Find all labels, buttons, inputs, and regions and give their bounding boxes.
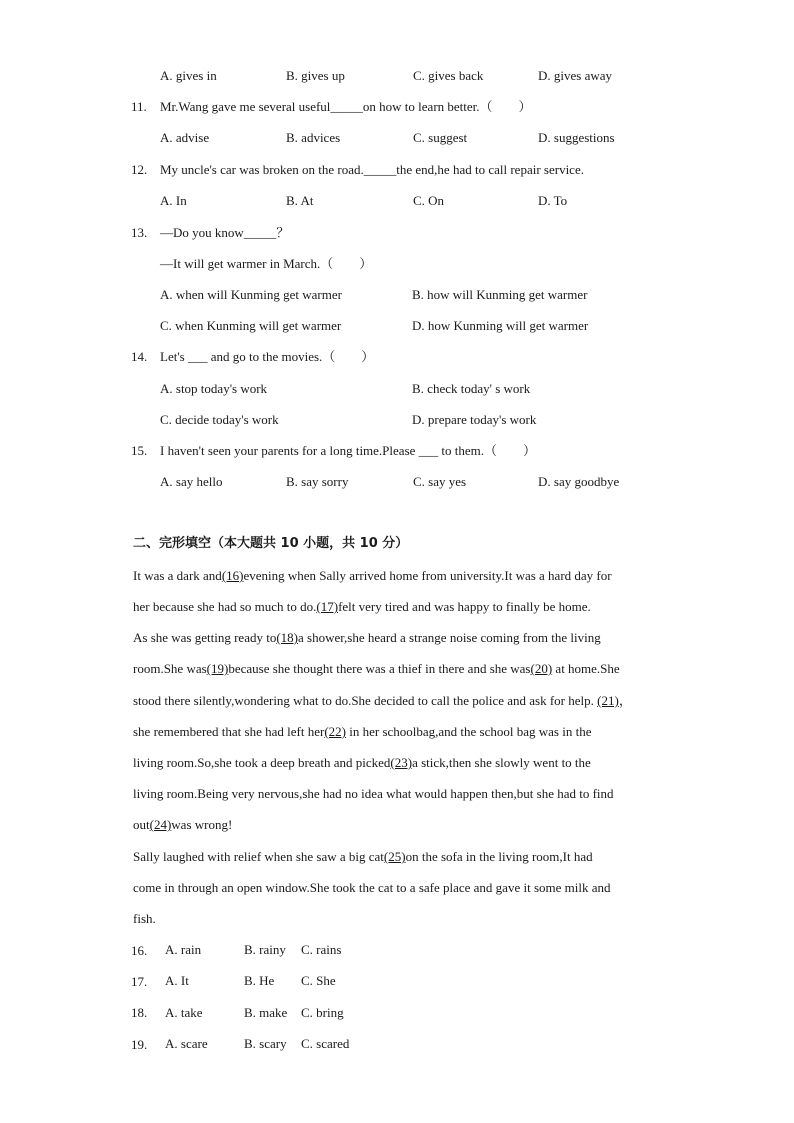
q12-option-a[interactable]: A. In xyxy=(160,193,187,208)
passage-line-3 xyxy=(133,629,601,647)
q11-option-d[interactable]: D. suggestions xyxy=(538,130,615,145)
passage-text: As she was getting ready to xyxy=(133,630,277,645)
passage-text: ， xyxy=(618,693,632,708)
passage-line-5 xyxy=(133,692,632,710)
passage-text: It was a dark and xyxy=(133,568,222,583)
q13-option-c[interactable]: C. when Kunming will get warmer xyxy=(160,318,342,333)
passage-text: at home.She xyxy=(552,661,620,676)
q15-option-a[interactable]: A. say hello xyxy=(160,474,223,489)
q13-option-b[interactable]: B. how will Kunming get warmer xyxy=(412,287,588,302)
q15-option-c[interactable]: C. say yes xyxy=(413,474,467,489)
q14-option-a[interactable]: A. stop today's work xyxy=(160,381,268,396)
blank-16[interactable]: (16) xyxy=(221,568,244,583)
blank-24[interactable]: (24) xyxy=(149,817,172,832)
passage-text: Sally laughed with relief when she saw a big cat xyxy=(133,849,384,864)
q14-option-c[interactable]: C. decide today's work xyxy=(160,412,279,427)
passage-text: stood there silently,wondering what to do.She decided to call the police and ask for help. xyxy=(133,693,598,708)
passage-text: felt very tired and was happy to finally be home. xyxy=(338,599,591,614)
passage-line-11 xyxy=(133,879,611,897)
q16-number: 16. xyxy=(131,943,148,958)
q12-option-b[interactable]: B. At xyxy=(286,193,314,208)
q10-option-a[interactable]: A. gives in xyxy=(160,68,217,83)
blank-22[interactable]: (22) xyxy=(324,724,346,739)
passage-line-6 xyxy=(133,723,591,741)
passage-text: living room.So,she took a deep breath and picked xyxy=(133,755,391,770)
q11-option-b[interactable]: B. advices xyxy=(286,130,341,145)
blank-18[interactable]: (18) xyxy=(276,630,299,645)
q19-option-b[interactable]: B. scary xyxy=(244,1036,287,1051)
q12-stem: My uncle's car was broken on the road._____the end,he had to call repair service. xyxy=(160,162,584,177)
q17-option-c[interactable]: C. She xyxy=(301,973,336,988)
passage-text: come in through an open window.She took the cat to a safe place and gave it some milk and xyxy=(133,880,611,895)
q16-option-b[interactable]: B. rainy xyxy=(244,942,286,957)
q13-number: 13. xyxy=(131,225,148,240)
blank-25[interactable]: (25) xyxy=(383,849,406,864)
passage-text: she remembered that she had left her xyxy=(133,724,325,739)
passage-text: a shower,she heard a strange noise coming from the living xyxy=(298,630,601,645)
q15-option-b[interactable]: B. say sorry xyxy=(286,474,349,489)
q16-option-c[interactable]: C. rains xyxy=(301,942,342,957)
q11-option-a[interactable]: A. advise xyxy=(160,130,210,145)
passage-line-4 xyxy=(133,660,620,678)
q13-option-a[interactable]: A. when will Kunming get warmer xyxy=(160,287,342,302)
passage-line-7 xyxy=(133,754,591,772)
passage-text: was wrong! xyxy=(171,817,233,832)
passage-line-12 xyxy=(133,910,156,928)
q14-option-d[interactable]: D. prepare today's work xyxy=(412,412,537,427)
q14-number: 14. xyxy=(131,349,148,364)
q12-option-c[interactable]: C. On xyxy=(413,193,445,208)
passage-text: her because she had so much to do. xyxy=(133,599,317,614)
passage-text: a stick,then she slowly went to the xyxy=(412,755,591,770)
q18-number: 18. xyxy=(131,1005,148,1020)
section-title-cloze: 二、完形填空（本大题共 10 小题，共 10 分） xyxy=(133,536,409,551)
q17-option-a[interactable]: A. It xyxy=(165,973,189,988)
q17-number: 17. xyxy=(131,974,148,989)
q19-number: 19. xyxy=(131,1037,148,1052)
q17-option-b[interactable]: B. He xyxy=(244,973,275,988)
q10-option-c[interactable]: C. gives back xyxy=(413,68,484,83)
q15-number: 15. xyxy=(131,443,148,458)
q16-option-a[interactable]: A. rain xyxy=(165,942,202,957)
q13-option-d[interactable]: D. how Kunming will get warmer xyxy=(412,318,589,333)
q19-option-a[interactable]: A. scare xyxy=(165,1036,208,1051)
q13-stem-reply: —It will get warmer in March.（ ） xyxy=(160,256,373,271)
q18-option-a[interactable]: A. take xyxy=(165,1005,203,1020)
passage-line-2 xyxy=(133,598,591,616)
q10-option-d[interactable]: D. gives away xyxy=(538,68,613,83)
q14-option-b[interactable]: B. check today' s work xyxy=(412,381,531,396)
q12-number: 12. xyxy=(131,162,148,177)
passage-text: evening when Sally arrived home from university.It was a hard day for xyxy=(243,568,612,583)
q12-option-d[interactable]: D. To xyxy=(538,193,568,208)
passage-line-9 xyxy=(133,816,232,834)
q18-option-b[interactable]: B. make xyxy=(244,1005,288,1020)
blank-21[interactable]: (21) xyxy=(597,693,619,708)
blank-23[interactable]: (23) xyxy=(390,755,413,770)
passage-text: because she thought there was a thief in there and she was xyxy=(228,661,531,676)
blank-19[interactable]: (19) xyxy=(206,661,229,676)
passage-text: out xyxy=(133,817,150,832)
passage-line-1 xyxy=(133,567,612,585)
blank-20[interactable]: (20) xyxy=(530,661,553,676)
q15-stem: I haven't seen your parents for a long time.Please ___ to them.（ ） xyxy=(160,443,537,458)
q19-option-c[interactable]: C. scared xyxy=(301,1036,350,1051)
blank-17[interactable]: (17) xyxy=(316,599,339,614)
passage-text: fish. xyxy=(133,911,156,926)
passage-text: on the sofa in the living room,It had xyxy=(405,849,593,864)
passage-text: room.She was xyxy=(133,661,207,676)
q14-stem: Let's ___ and go to the movies.（ ） xyxy=(160,349,375,364)
passage-text: in her schoolbag,and the school bag was in the xyxy=(345,724,592,739)
q15-option-d[interactable]: D. say goodbye xyxy=(538,474,620,489)
q10-option-b[interactable]: B. gives up xyxy=(286,68,345,83)
passage-line-8 xyxy=(133,785,614,803)
passage-text: living room.Being very nervous,she had no idea what would happen then,but she had to find xyxy=(133,786,614,801)
q18-option-c[interactable]: C. bring xyxy=(301,1005,344,1020)
q11-option-c[interactable]: C. suggest xyxy=(413,130,468,145)
q11-number: 11. xyxy=(131,99,147,114)
q13-stem: —Do you know_____？ xyxy=(160,225,290,240)
q11-stem: Mr.Wang gave me several useful_____on how to learn better.（ ） xyxy=(160,99,532,114)
passage-line-10 xyxy=(133,848,593,866)
